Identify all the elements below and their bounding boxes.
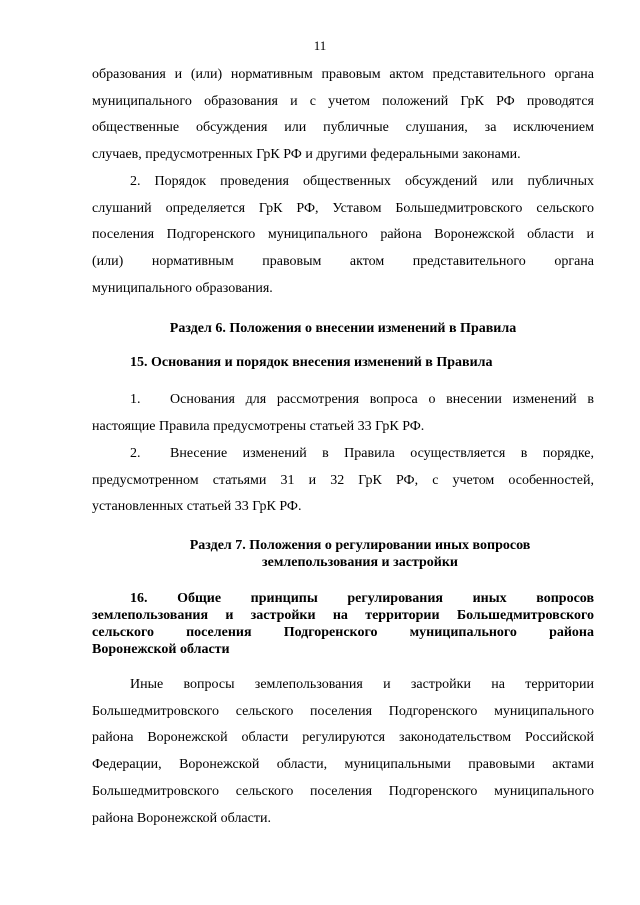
article-16-heading (92, 590, 594, 658)
text-line: случаев, предусмотренных ГрК РФ и другими федеральными законами. (92, 147, 521, 163)
article-15-heading: 15. Основания и порядок внесения изменений в Правила (130, 355, 493, 370)
heading-line: землепользования и застройки на территории Большедмитровского (92, 608, 594, 623)
text-line: муниципального образования и с учетом положений ГрК РФ проводятся (92, 93, 594, 109)
text-line: поселения Подгоренского муниципального района Воронежской области и (92, 227, 594, 243)
text-line: Внесение изменений в Правила осуществляется в порядке, (170, 446, 594, 461)
text-line: Иные вопросы землепользования и застройки на территории (130, 677, 594, 692)
text-line: 2. Порядок проведения общественных обсуждений или публичных (130, 174, 594, 189)
section-7-heading (92, 537, 594, 571)
paragraph-2 (92, 169, 594, 303)
text-line: района Воронежской области. (92, 810, 271, 826)
section-6-heading: Раздел 6. Положения о внесении изменений в Правила (169, 321, 517, 336)
heading-line: сельского поселения Подгоренского муниципального района (92, 625, 594, 640)
heading-line: Раздел 7. Положения о регулировании иных вопросов (189, 538, 531, 553)
text-line: Большедмитровского сельского поселения Подгоренского муниципального (92, 783, 594, 799)
paragraph-3 (92, 672, 594, 832)
page-number: 11 (313, 38, 327, 53)
text-line: установленных статьей 33 ГрК РФ. (92, 499, 302, 515)
text-line: Федерации, Воронежской области, муниципальными правовыми актами (92, 757, 594, 773)
text-line: образования и (или) нормативным правовым актом представительного органа (92, 67, 594, 82)
text-line: (или) нормативным правовым актом представительного органа (92, 254, 594, 270)
heading-line: землепользования и застройки (262, 555, 458, 570)
text-line: Большедмитровского сельского поселения Подгоренского муниципального (92, 703, 594, 719)
paragraph-continuation (92, 62, 594, 169)
article-15-item-1 (92, 387, 594, 440)
heading-line: 16. Общие принципы регулирования иных вопросов (130, 591, 594, 606)
item-number: 1. (130, 392, 141, 407)
text-line: муниципального образования. (92, 280, 273, 296)
numbered-line (92, 387, 594, 414)
text-line: предусмотренном статьями 31 и 32 ГрК РФ, с учетом особенностей, (92, 472, 594, 488)
text-line: общественные обсуждения или публичные слушания, за исключением (92, 120, 594, 136)
text-line: Основания для рассмотрения вопроса о внесении изменений в (170, 392, 594, 407)
text-line: настоящие Правила предусмотрены статьей 33 ГрК РФ. (92, 418, 425, 434)
numbered-line (92, 441, 594, 468)
text-line: слушаний определяется ГрК РФ, Уставом Большедмитровского сельского (92, 200, 594, 216)
article-15-item-2 (92, 441, 594, 521)
text-line: района Воронежской области регулируются законодательством Российской (92, 730, 594, 746)
heading-line: Воронежской области (92, 642, 230, 657)
item-number: 2. (130, 446, 141, 461)
